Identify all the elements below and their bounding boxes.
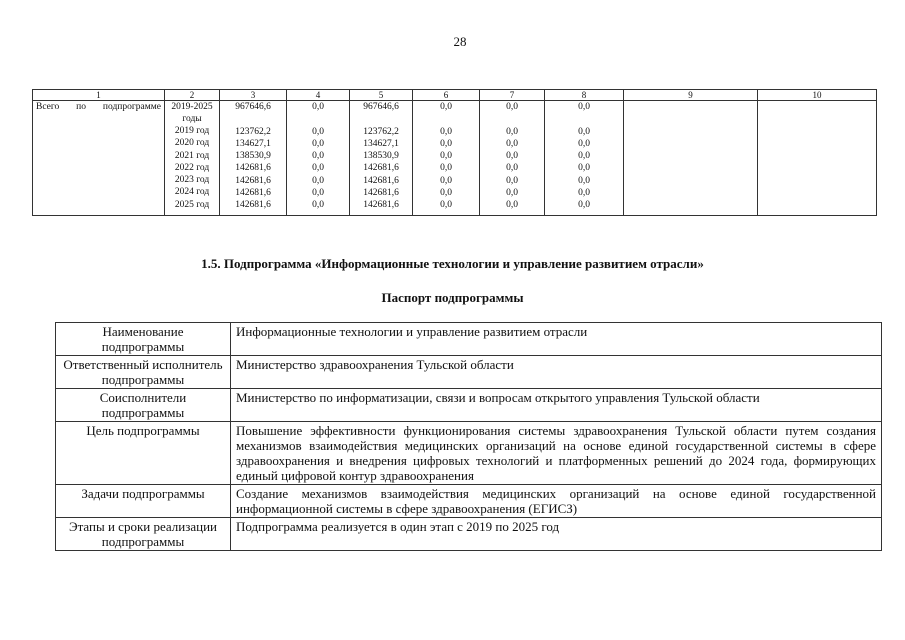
- value-col6: 0,0: [440, 138, 452, 149]
- page-number: 28: [453, 34, 467, 49]
- passport-key: Задачи подпрограммы: [56, 485, 231, 518]
- value-col6: 0,0: [440, 163, 452, 174]
- value-col8: 0,0: [578, 138, 590, 149]
- value-col6: 0,0: [440, 175, 452, 186]
- value-col8: 0,0: [578, 126, 590, 137]
- value-col3: 142681,6: [235, 175, 271, 186]
- passport-value: Информационные технологии и управление развитием отрасли: [231, 323, 882, 356]
- financing-table: [32, 89, 877, 216]
- passport-key: Этапы и сроки реализации подпрограммы: [56, 518, 231, 551]
- column-number: 9: [624, 90, 758, 101]
- passport-row: [56, 485, 882, 518]
- section-heading: 1.5. Подпрограмма «Информационные технологии и управление развитием отрасли»: [201, 256, 704, 271]
- value-col4: 0,0: [312, 200, 324, 211]
- col4-cell: [287, 101, 350, 216]
- column-number: 8: [545, 90, 624, 101]
- col10-cell: [758, 101, 877, 216]
- value-col5: 967646,6: [363, 102, 399, 112]
- passport-row: [56, 422, 882, 485]
- value-col3: 142681,6: [235, 200, 271, 211]
- value-col6: 0,0: [440, 200, 452, 211]
- column-number: 4: [287, 90, 350, 101]
- passport-heading: Паспорт подпрограммы: [381, 290, 524, 305]
- value-col8: 0,0: [578, 151, 590, 162]
- col6-cell: [413, 101, 480, 216]
- value-col8: 0,0: [578, 175, 590, 186]
- col7-cell: [480, 101, 545, 216]
- value-col5: 142681,6: [363, 188, 399, 199]
- value-col7: 0,0: [506, 151, 518, 162]
- passport-key: Соисполнители подпрограммы: [56, 389, 231, 422]
- value-col5: 142681,6: [363, 163, 399, 174]
- year-label: 2021 год: [174, 150, 210, 161]
- passport-key: Цель подпрограммы: [56, 422, 231, 485]
- value-col4: 0,0: [312, 126, 324, 137]
- year-label: 2020 год: [174, 138, 210, 149]
- year-label: 2022 год: [174, 162, 210, 173]
- passport-key: Наименование подпрограммы: [56, 323, 231, 356]
- col9-cell: [624, 101, 758, 216]
- passport-value: Подпрограмма реализуется в один этап с 2019 по 2025 год: [231, 518, 882, 551]
- value-col7: 0,0: [506, 138, 518, 149]
- value-col3: 967646,6: [235, 102, 271, 112]
- value-col5: 138530,9: [363, 151, 399, 162]
- year-label: 2025 год: [174, 199, 210, 210]
- value-col5: 142681,6: [363, 175, 399, 186]
- row-label: Всего по подпрограмме: [36, 102, 161, 112]
- row-label-cell: [33, 101, 165, 216]
- value-col7: 0,0: [506, 102, 518, 112]
- value-col3: 138530,9: [235, 151, 271, 162]
- value-col8: 0,0: [578, 163, 590, 174]
- value-col4: 0,0: [312, 163, 324, 174]
- passport-value: Повышение эффективности функционирования системы здравоохранения Тульской области путем создания механизмов взаимодействия медицинских организаций на основе единой государственной системы в сфере здравоохранения и внедрения цифровых технологий и платформенных решений до 2024 года, формирующих единый цифровой контур здравоохранения: [231, 422, 882, 485]
- passport-row: [56, 389, 882, 422]
- value-col4: 0,0: [312, 102, 324, 112]
- years-cell: [165, 101, 220, 216]
- value-col7: 0,0: [506, 188, 518, 199]
- passport-table: [55, 322, 882, 551]
- column-number: 7: [480, 90, 545, 101]
- value-col3: 142681,6: [235, 163, 271, 174]
- column-number: 1: [33, 90, 165, 101]
- passport-row: [56, 323, 882, 356]
- passport-row: [56, 518, 882, 551]
- value-col5: 134627,1: [363, 138, 399, 149]
- value-col7: 0,0: [506, 175, 518, 186]
- column-number: 6: [413, 90, 480, 101]
- year-label: 2024 год: [174, 187, 210, 198]
- value-col4: 0,0: [312, 175, 324, 186]
- value-col3: 142681,6: [235, 188, 271, 199]
- value-col8: 0,0: [578, 200, 590, 211]
- value-col8: 0,0: [578, 188, 590, 199]
- column-number: 5: [350, 90, 413, 101]
- value-col6: 0,0: [440, 126, 452, 137]
- value-col5: 123762,2: [363, 126, 399, 137]
- passport-value: Создание механизмов взаимодействия медицинских организаций на основе единой государственной информационной системы в сфере здравоохранения (ЕГИСЗ): [231, 485, 882, 518]
- column-number: 2: [165, 90, 220, 101]
- value-col6: 0,0: [440, 188, 452, 199]
- year-label: 2023 год: [174, 175, 210, 186]
- value-col4: 0,0: [312, 138, 324, 149]
- col3-cell: [220, 101, 287, 216]
- value-col7: 0,0: [506, 126, 518, 137]
- col5-cell: [350, 101, 413, 216]
- value-col7: 0,0: [506, 200, 518, 211]
- col8-cell: [545, 101, 624, 216]
- value-col4: 0,0: [312, 151, 324, 162]
- value-col4: 0,0: [312, 188, 324, 199]
- value-col5: 142681,6: [363, 200, 399, 211]
- year-label: 2019 год: [174, 126, 210, 136]
- column-number: 10: [758, 90, 877, 101]
- year-label: 2019-2025 годы: [171, 102, 213, 124]
- passport-key: Ответственный исполнитель подпрограммы: [56, 356, 231, 389]
- value-col3: 123762,2: [235, 126, 271, 137]
- value-col6: 0,0: [440, 102, 452, 112]
- value-col6: 0,0: [440, 151, 452, 162]
- value-col3: 134627,1: [235, 138, 271, 149]
- table-row: [33, 101, 877, 216]
- column-number: 3: [220, 90, 287, 101]
- passport-row: [56, 356, 882, 389]
- passport-value: Министерство по информатизации, связи и вопросам открытого управления Тульской области: [231, 389, 882, 422]
- value-col8: 0,0: [578, 102, 590, 112]
- column-number-row: [33, 90, 877, 101]
- value-col7: 0,0: [506, 163, 518, 174]
- passport-value: Министерство здравоохранения Тульской области: [231, 356, 882, 389]
